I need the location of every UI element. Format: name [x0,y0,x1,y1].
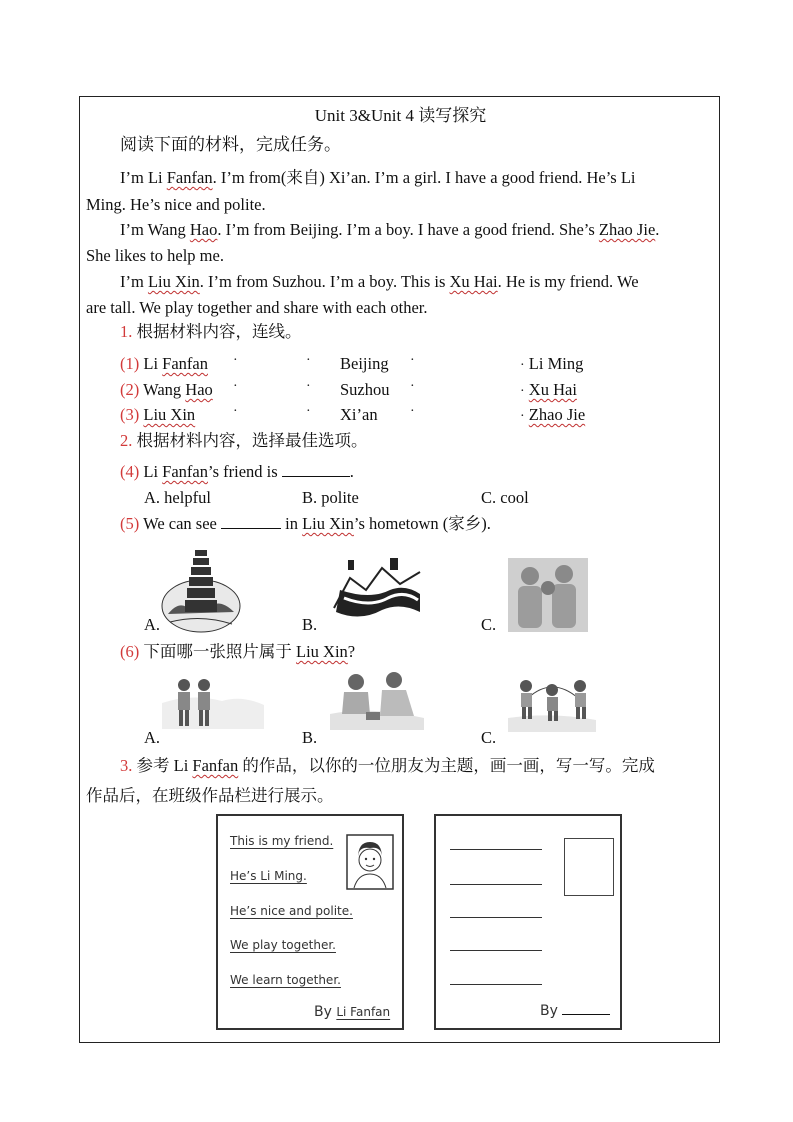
example-card [216,814,404,1030]
match-city-3: Xi’an [340,405,378,424]
passage-line-2: Ming. He’s nice and polite. [86,195,266,214]
card-line-3: He’s nice and polite. [230,904,353,918]
match-dot[interactable]: · [306,353,311,368]
match-dot[interactable]: · [306,379,311,394]
answer-blank[interactable] [221,514,281,529]
q5-option-a[interactable]: A. [144,615,161,634]
worksheet-frame [79,96,720,1043]
q6-option-c[interactable]: C. [481,728,497,747]
passage-line-6: are tall. We play together and share with each other. [86,298,428,317]
q6-option-b[interactable]: B. [302,728,318,747]
q6-option-a[interactable]: A. [144,728,161,747]
q4-option-b[interactable]: B. polite [302,488,359,507]
jump-rope-image[interactable] [508,672,596,732]
passage-line-3: I’m Wang Hao. I’m from Beijing. I’m a boy. I have a good friend. She’s Zhao Jie. [120,220,660,239]
task2-heading: 2. 根据材料内容，选择最佳选项。 [120,431,368,450]
match-dot[interactable]: · [306,404,311,419]
answer-blank[interactable] [282,462,350,477]
card-line-2: He’s Li Ming. [230,869,307,883]
q5-option-b[interactable]: B. [302,615,318,634]
pagoda-image[interactable] [160,544,242,634]
write-line[interactable] [450,884,542,885]
blank-card[interactable] [434,814,622,1030]
write-line[interactable] [450,984,542,985]
passage-line-4: She likes to help me. [86,246,224,265]
q4-option-a[interactable]: A. helpful [144,488,211,507]
write-line[interactable] [450,849,542,850]
task3-line-2: 作品后，在班级作品栏进行展示。 [86,786,334,805]
match-dot[interactable]: · [233,353,238,368]
blank-signature: By [540,1002,610,1019]
great-wall-image[interactable] [330,550,424,630]
girls-sandbox-image[interactable] [330,670,424,730]
match-friend-1: · Li Ming [520,354,584,373]
passage-line-5: I’m Liu Xin. I’m from Suzhou. I’m a boy. This is Xu Hai. He is my friend. We [120,272,639,291]
card-line-5: We learn together. [230,973,341,987]
question-6: (6) 下面哪一张照片属于 Liu Xin? [120,642,356,661]
match-dot[interactable]: · [233,379,238,394]
question-5: (5) We can see in Liu Xin’s hometown (家乡). [120,514,491,533]
author-blank[interactable] [562,1002,610,1015]
write-line[interactable] [450,917,542,918]
card-signature: By Li Fanfan [314,1004,391,1020]
match-city-1: Beijing [340,354,389,373]
card-line-1: This is my friend. [230,834,334,848]
q4-option-c[interactable]: C. cool [481,488,529,507]
match-row-3: (3) Liu Xin [120,405,196,424]
statues-image[interactable] [508,558,588,632]
match-dot[interactable]: · [233,404,238,419]
match-row-2: (2) Wang Hao [120,380,213,399]
match-friend-2: · Xu Hai [520,380,577,399]
question-4: (4) Li Fanfan’s friend is . [120,462,354,481]
photo-box[interactable] [564,838,614,896]
instruction: 阅读下面的材料，完成任务。 [120,135,341,154]
q5-option-c[interactable]: C. [481,615,497,634]
two-boys-image[interactable] [162,675,264,729]
passage-line-1: I’m Li Fanfan. I’m from(来自) Xi’an. I’m a girl. I have a good friend. He’s Li [120,168,636,187]
match-row-1: (1) Li Fanfan [120,354,208,373]
card-line-4: We play together. [230,938,336,952]
task1-heading: 1. 根据材料内容，连线。 [120,322,302,341]
write-line[interactable] [450,950,542,951]
task3-line-1: 3. 参考 Li Fanfan 的作品，以你的一位朋友为主题，画一画，写一写。完成 [120,756,655,775]
match-dot[interactable]: · [410,353,415,368]
match-city-2: Suzhou [340,380,390,399]
match-dot[interactable]: · [410,379,415,394]
match-friend-3: · Zhao Jie [520,405,586,424]
match-dot[interactable]: · [410,404,415,419]
worksheet-title: Unit 3&Unit 4 读写探究 [314,106,487,125]
boy-portrait-image [346,834,394,890]
